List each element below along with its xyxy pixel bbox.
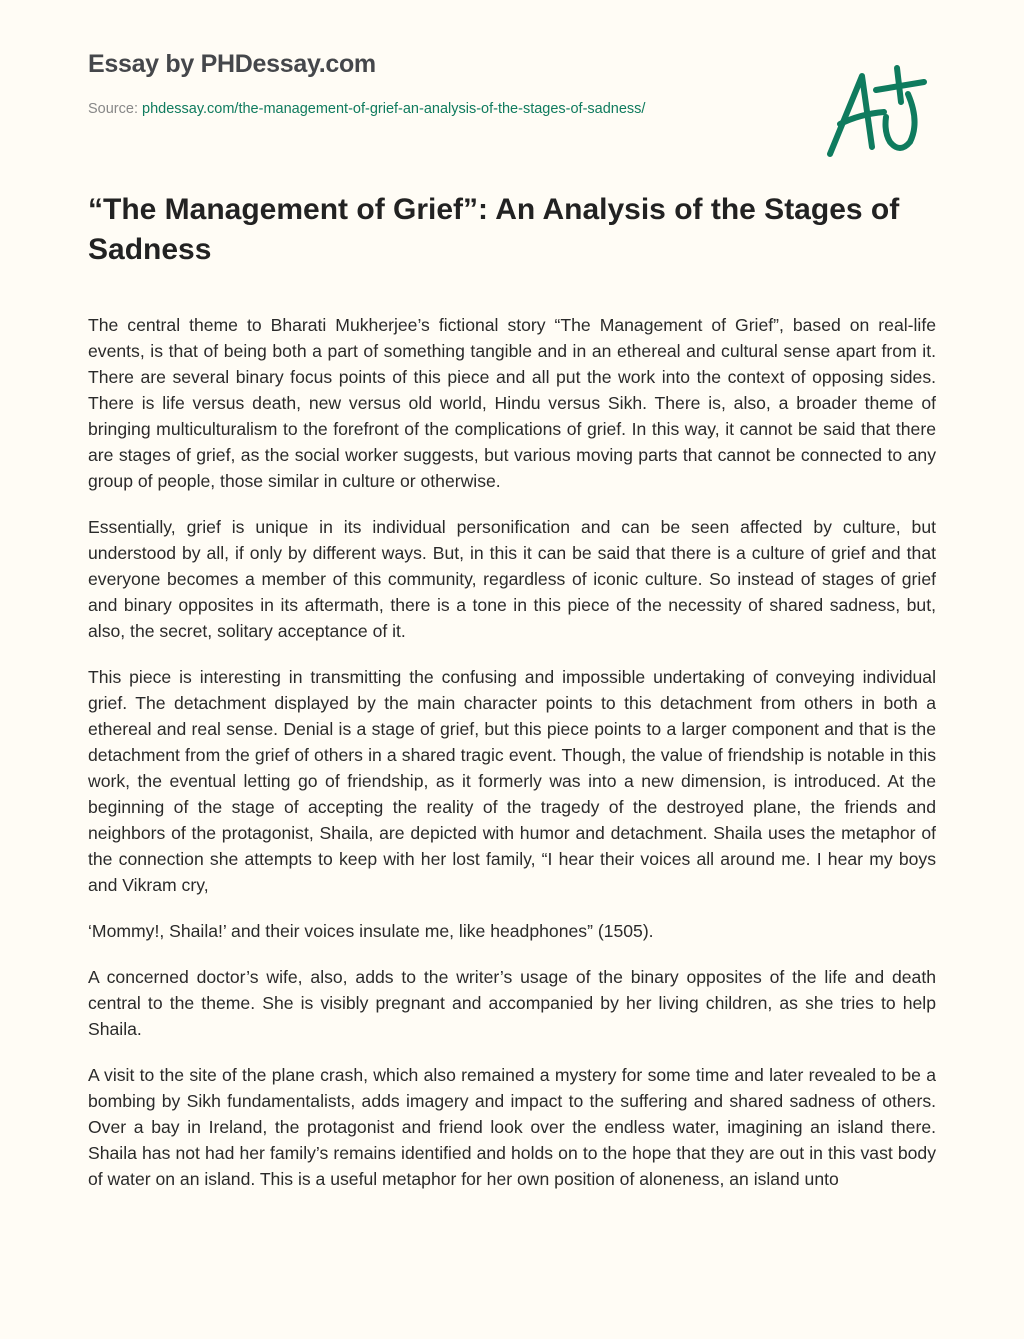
- paragraph: A visit to the site of the plane crash, which also remained a mystery for some time and later revealed to be a bombing by Sikh fundamentalists, adds imagery and impact to the suffering and shared sadness of others. Over a bay in Ireland, the protagonist and friend look over the endless water, imagining an island there. Shaila has not had her family’s remains identified and holds on to the hope that they are out in this vast body of water on an island. This is a useful metaphor for her own position of aloneness, an island unto: [88, 1065, 936, 1189]
- paragraph: ‘Mommy!, Shaila!’ and their voices insulate me, like headphones” (1505).: [88, 921, 654, 941]
- paragraph: Essentially, grief is unique in its individual personification and can be seen affected by culture, but understood by all, if only by different ways. But, in this it can be said that there is a culture of grief and that everyone becomes a member of this community, regardless of iconic culture. So instead of stages of grief and binary opposites in its aftermath, there is a tone in this piece of the necessity of shared sadness, but, also, the secret, solitary acceptance of it.: [88, 517, 936, 641]
- paragraph: This piece is interesting in transmitting the confusing and impossible undertaking of conveying individual grief. The detachment displayed by the main character points to this detachment from others in both a ethereal and real sense. Denial is a stage of grief, but this piece points to a larger component and that is the detachment from the grief of others in a shared tragic event. Though, the value of friendship is notable in this work, the eventual letting go of friendship, as it formerly was into a new dimension, is introduced. At the beginning of the stage of accepting the reality of the tragedy of the destroyed plane, the friends and neighbors of the protagonist, Shaila, are depicted with humor and detachment. Shaila uses the metaphor of the connection she attempts to keep with her lost family, “I hear their voices all around me. I hear my boys and Vikram cry,: [88, 667, 936, 895]
- source-link[interactable]: phdessay.com/the-management-of-grief-an-analysis-of-the-stages-of-sadness/: [142, 101, 646, 117]
- site-brand: Essay by PHDessay.com: [88, 50, 376, 78]
- paragraph: The central theme to Bharati Mukherjee’s fictional story “The Management of Grief”, based on real-life events, is that of being both a part of something tangible and in an ethereal and cultural sense apart from it. There are several binary focus points of this piece and all put the work into the context of opposing sides. There is life versus death, new versus old world, Hindu versus Sikh. There is, also, a broader theme of bringing multiculturalism to the forefront of the complications of grief. In this way, it cannot be said that there are stages of grief, as the social worker suggests, but various moving parts that cannot be connected to any group of people, those similar in culture or otherwise.: [88, 315, 936, 491]
- a-plus-grade-logo: [820, 62, 930, 162]
- source-label: Source:: [88, 101, 138, 117]
- essay-title: “The Management of Grief”: An Analysis of the Stages of Sadness: [88, 193, 900, 266]
- essay-body: [88, 312, 936, 1292]
- source-line: [88, 101, 645, 117]
- paragraph: A concerned doctor’s wife, also, adds to the writer’s usage of the binary opposites of the life and death central to the theme. She is visibly pregnant and accompanied by her living children, as she tries to help Shaila.: [88, 967, 936, 1039]
